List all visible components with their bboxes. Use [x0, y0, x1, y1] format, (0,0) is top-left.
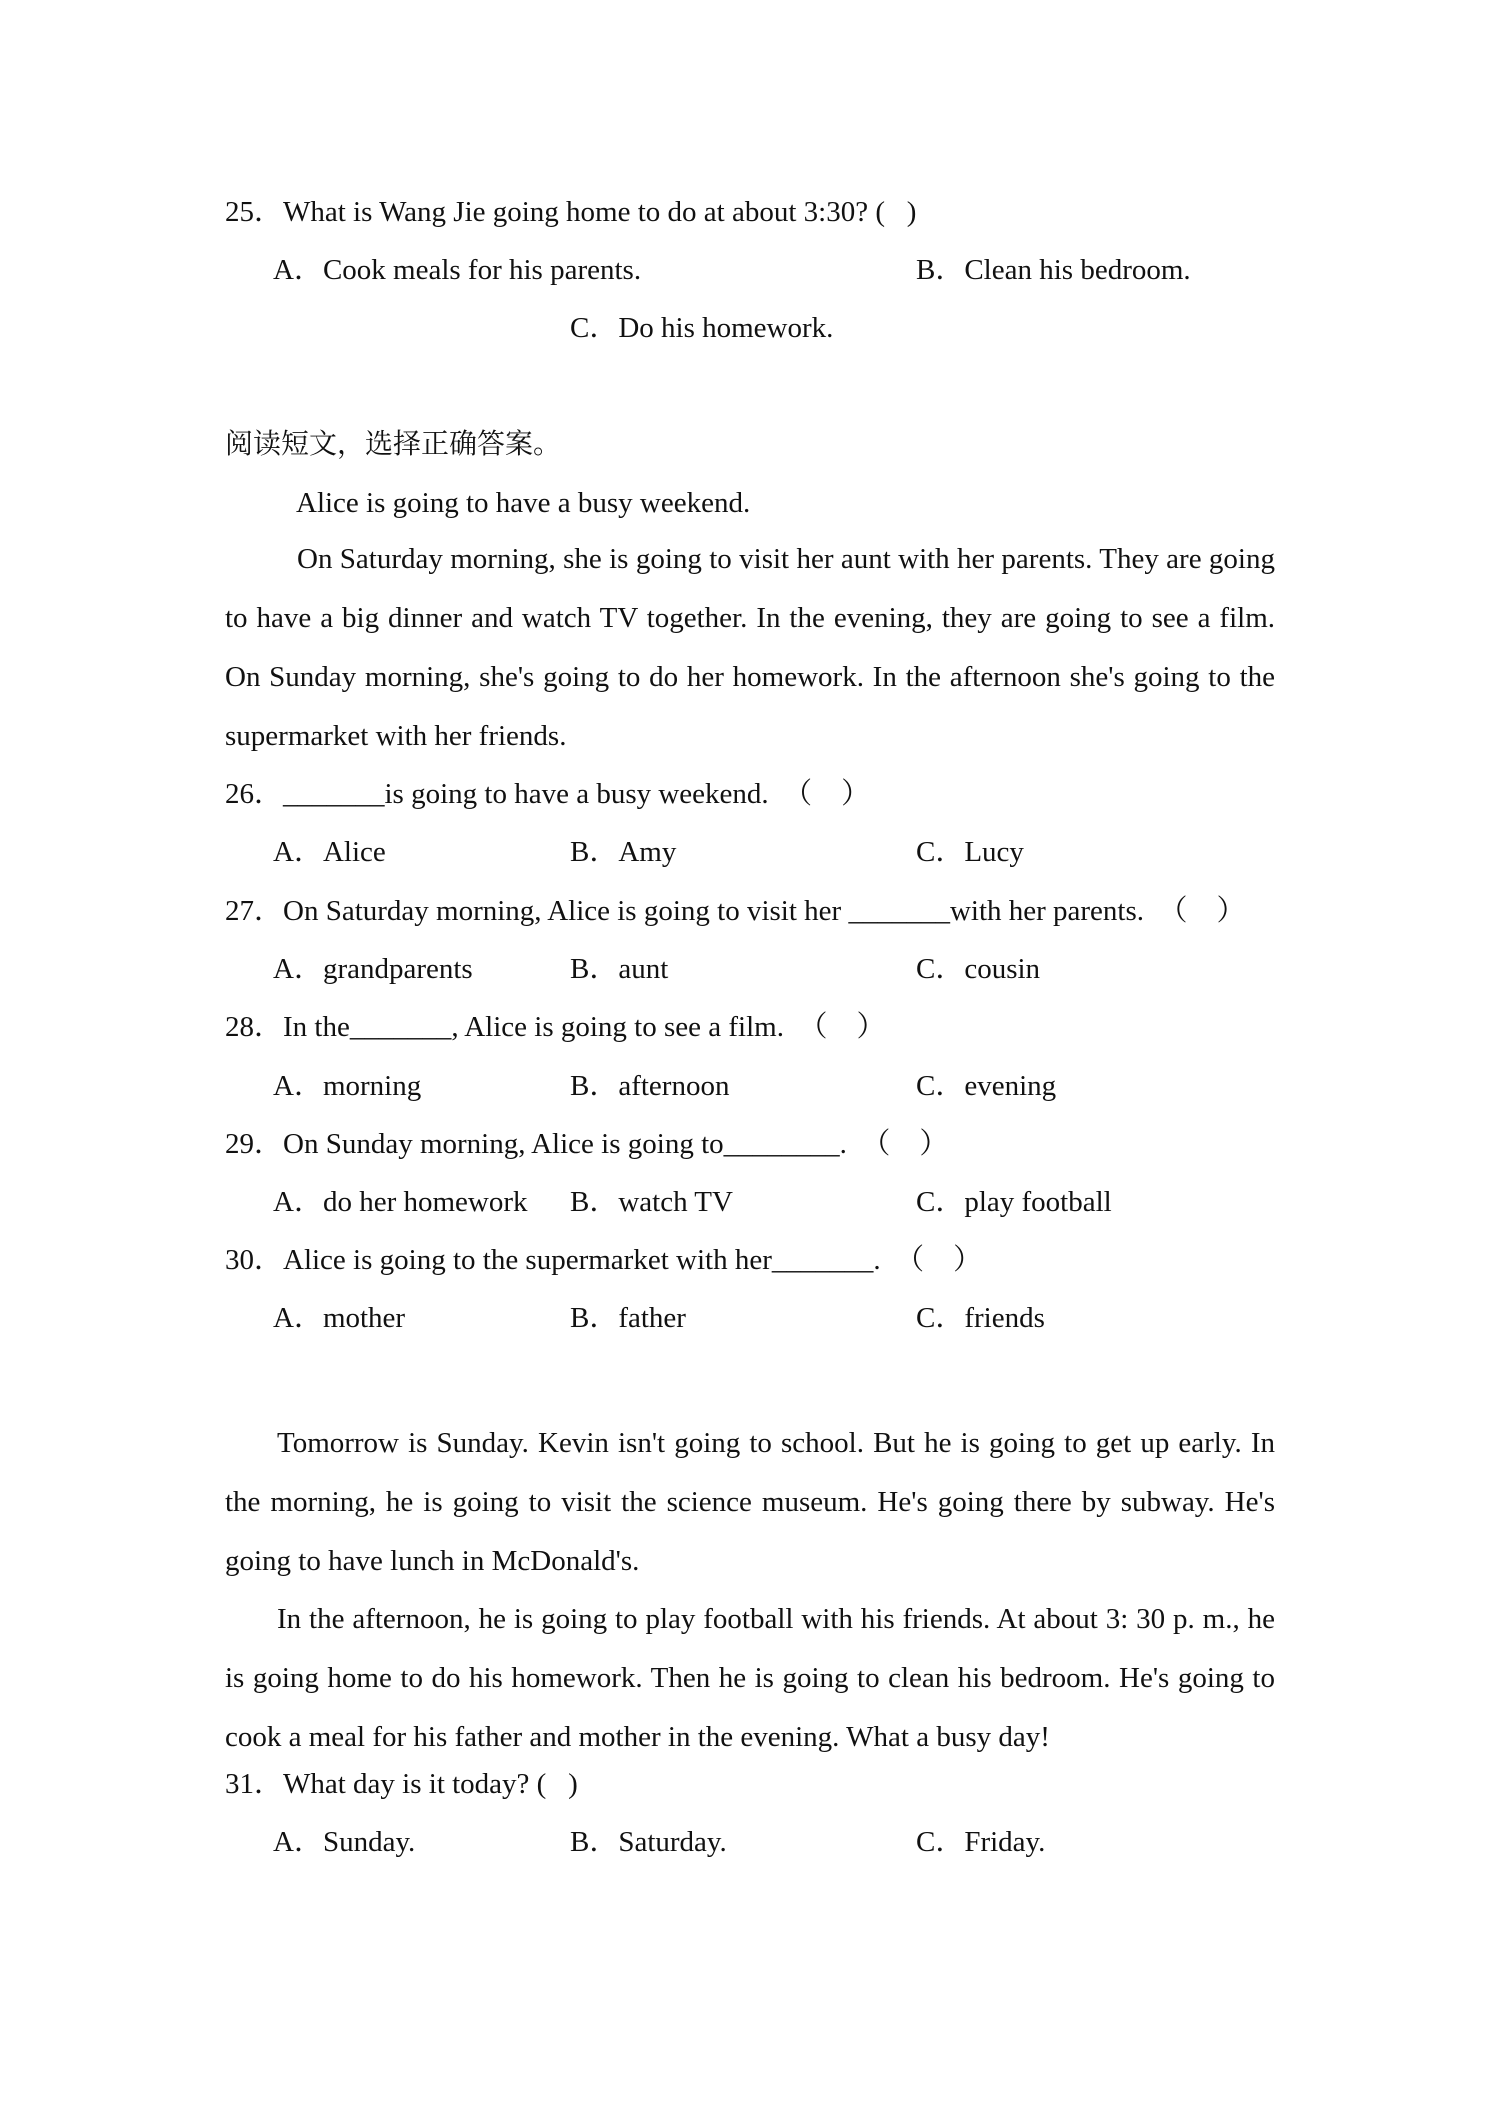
passage-paragraph: On Saturday morning, she is going to visit her aunt with her parents. They are going to have a big dinner and watch TV together. In the evening, they are going to see a film. On Sunday morning, she's going to do her homework. In the afternoon she's going to the supermarket with her friends.	[225, 543, 1275, 752]
question-25-prompt: 25．What is Wang Jie going home to do at about 3:30? ( )	[225, 196, 917, 228]
kevin-passage-paragraph-1: Tomorrow is Sunday. Kevin isn't going to school. But he is going to get up early. In the morning, he is going to visit the science museum. He's going there by subway. He's going to have lunch in McDonald's.	[225, 1427, 1275, 1577]
question-26-option-a: A．Alice	[273, 836, 386, 868]
question-25-option-c: C．Do his homework.	[570, 312, 834, 344]
kevin-passage-paragraph-2: In the afternoon, he is going to play football with his friends. At about 3: 30 p. m., he is going home to do his homework. Then he is going to clean his bedroom. He's going to cook a meal for his father and mother in the evening. What a busy day!	[225, 1603, 1275, 1753]
question-27-prompt: 27．On Saturday morning, Alice is going to visit her _______with her parents. （ ）	[225, 895, 1246, 927]
question-25-option-b: B．Clean his bedroom.	[916, 254, 1191, 286]
question-31-option-c: C．Friday.	[916, 1826, 1046, 1858]
question-26-option-b: B．Amy	[570, 836, 677, 868]
question-28-option-a: A．morning	[273, 1070, 422, 1102]
question-27-option-b: B．aunt	[570, 953, 669, 985]
reading-instruction: 阅读短文，选择正确答案。	[225, 427, 562, 460]
question-31-option-a: A．Sunday.	[273, 1826, 416, 1858]
question-27-option-c: C．cousin	[916, 953, 1041, 985]
question-30-option-c: C．friends	[916, 1302, 1045, 1334]
question-28-option-c: C．evening	[916, 1070, 1057, 1102]
question-29-option-a: A．do her homework	[273, 1186, 528, 1218]
question-31-prompt: 31．What day is it today? ( )	[225, 1768, 578, 1800]
question-27-option-a: A．grandparents	[273, 953, 473, 985]
question-26-prompt: 26．_______is going to have a busy weekend. （ ）	[225, 778, 871, 810]
passage-title: Alice is going to have a busy weekend.	[296, 487, 751, 519]
question-29-prompt: 29．On Sunday morning, Alice is going to________. （ ）	[225, 1128, 949, 1160]
question-29-option-c: C．play football	[916, 1186, 1112, 1218]
question-30-prompt: 30．Alice is going to the supermarket with her_______. （ ）	[225, 1244, 983, 1276]
question-28-prompt: 28．In the_______, Alice is going to see a film. （ ）	[225, 1011, 886, 1043]
question-31-option-b: B．Saturday.	[570, 1826, 727, 1858]
question-30-option-a: A．mother	[273, 1302, 406, 1334]
question-29-option-b: B．watch TV	[570, 1186, 733, 1218]
question-26-option-c: C．Lucy	[916, 836, 1024, 868]
question-25-option-a: A．Cook meals for his parents.	[273, 254, 642, 286]
question-30-option-b: B．father	[570, 1302, 686, 1334]
question-28-option-b: B．afternoon	[570, 1070, 730, 1102]
